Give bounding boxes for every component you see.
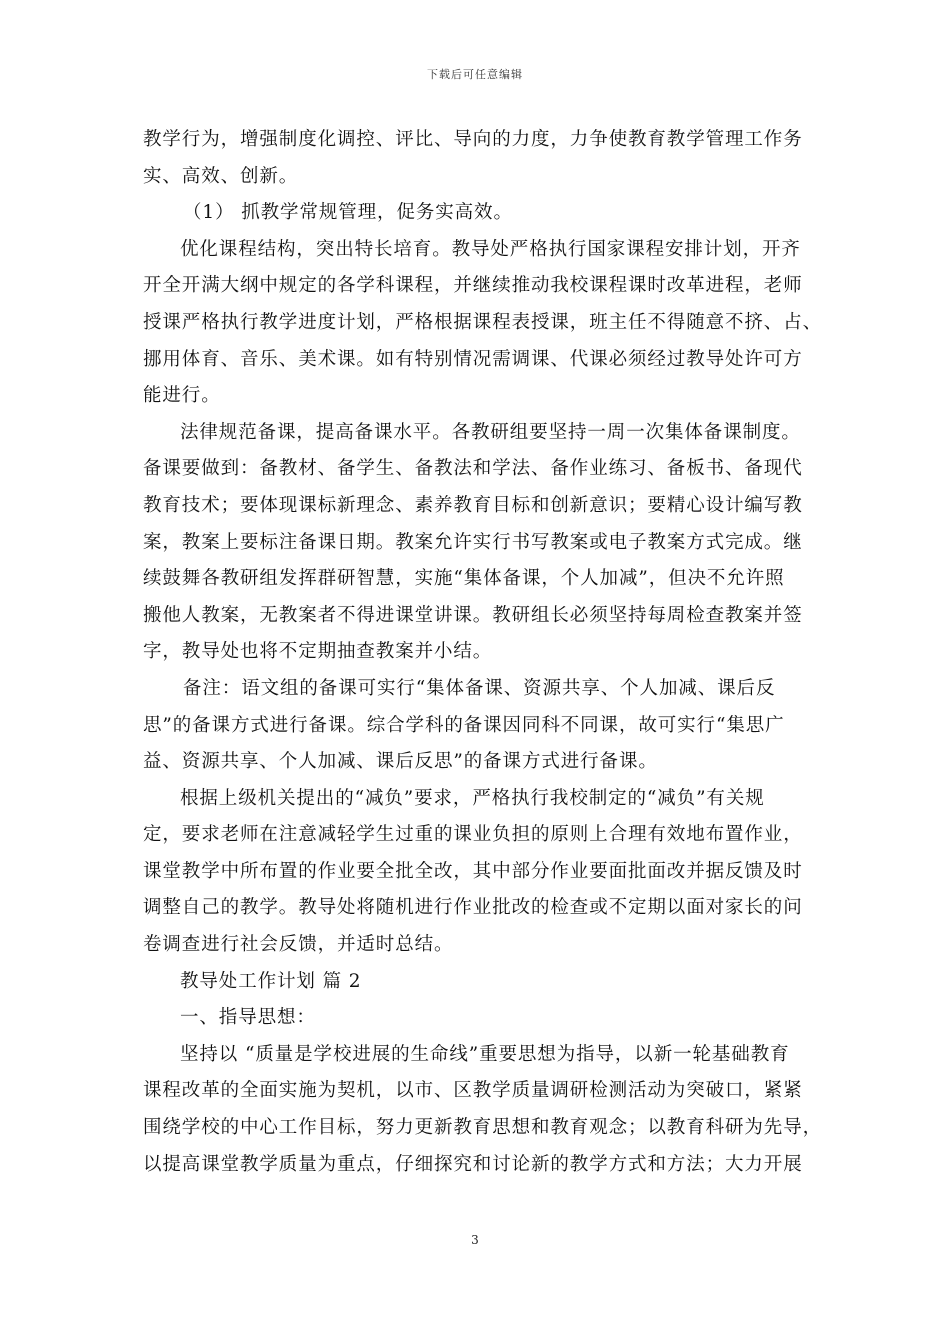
document-body — [143, 122, 823, 1183]
section-heading: （1） 抓教学常规管理，促务实高效。 — [183, 202, 513, 224]
text-line: 教育技术；要体现课标新理念、素养教育目标和创新意识；要精心设计编写教 — [143, 494, 803, 516]
paragraph-start: 优化课程结构，突出特长培育。教导处严格执行国家课程安排计划，开齐 — [180, 238, 801, 260]
text-line: 备课要做到：备教材、备学生、备教法和学法、备作业练习、备板书、备现代 — [143, 458, 803, 480]
text-line: 课程改革的全面实施为契机，以市、区教学质量调研检测活动为突破口，紧紧 — [143, 1080, 803, 1102]
text-line: 开全开满大纲中规定的各学科课程，并继续推动我校课程课时改革进程，老师 — [143, 275, 803, 297]
text-line: 定，要求老师在注意减轻学生过重的课业负担的原则上合理有效地布置作业， — [143, 824, 803, 846]
text-line: 案，教案上要标注备课日期。教案允许实行书写教案或电子教案方式完成。继 — [143, 531, 803, 553]
text-line: 续鼓舞各教研组发挥群研智慧，实施“集体备课，个人加减”，但决不允许照 — [143, 568, 785, 590]
text-line: 以提高课堂教学质量为重点，仔细探究和讨论新的教学方式和方法；大力开展 — [143, 1153, 803, 1175]
text-line: 教学行为，增强制度化调控、评比、导向的力度，力争使教育教学管理工作务 — [143, 129, 803, 150]
text-line: 围绕学校的中心工作目标，努力更新教育思想和教育观念；以教育科研为先导， — [143, 1117, 823, 1139]
page-header: 下载后可任意编辑 — [427, 68, 523, 81]
paragraph-start: 根据上级机关提出的“减负”要求，严格执行我校制定的“减负”有关规 — [180, 787, 765, 809]
text-line: 实、高效、创新。 — [143, 165, 299, 187]
text-line: 搬他人教案，无教案者不得进课堂讲课。教研组长必须坚持每周检查教案并签 — [143, 604, 803, 626]
paragraph-start: 备注：语文组的备课可实行“集体备课、资源共享、个人加减、课后反 — [183, 677, 776, 699]
paragraph-start: 坚持以 “质量是学校进展的生命线”重要思想为指导，以新一轮基础教育 — [180, 1043, 790, 1065]
text-line: 挪用体育、音乐、美术课。如有特别情况需调课、代课必须经过教导处许可方 — [143, 348, 803, 370]
text-line: 益、资源共享、个人加减、课后反思”的备课方式进行备课。 — [143, 751, 658, 773]
page-number: 3 — [471, 1233, 479, 1247]
section-heading: 一、指导思想： — [180, 1007, 316, 1029]
text-line: 字，教导处也将不定期抽查教案并小结。 — [143, 641, 493, 663]
text-line: 卷调查进行社会反馈，并适时总结。 — [143, 934, 454, 956]
text-line: 调整自己的教学。教导处将随机进行作业批改的检查或不定期以面对家长的问 — [143, 897, 803, 919]
text-line: 授课严格执行教学进度计划，严格根据课程表授课，班主任不得随意不挤、占、 — [143, 311, 823, 333]
text-line: 能进行。 — [143, 385, 221, 407]
text-line: 课堂教学中所布置的作业要全批全改，其中部分作业要面批面改并据反馈及时 — [143, 860, 803, 882]
paragraph-start: 法律规范备课，提高备课水平。各教研组要坚持一周一次集体备课制度。 — [180, 421, 801, 443]
text-line: 思”的备课方式进行备课。综合学科的备课因同科不同课，故可实行“集思广 — [143, 714, 785, 736]
section-title: 教导处工作计划 篇 2 — [180, 970, 362, 992]
